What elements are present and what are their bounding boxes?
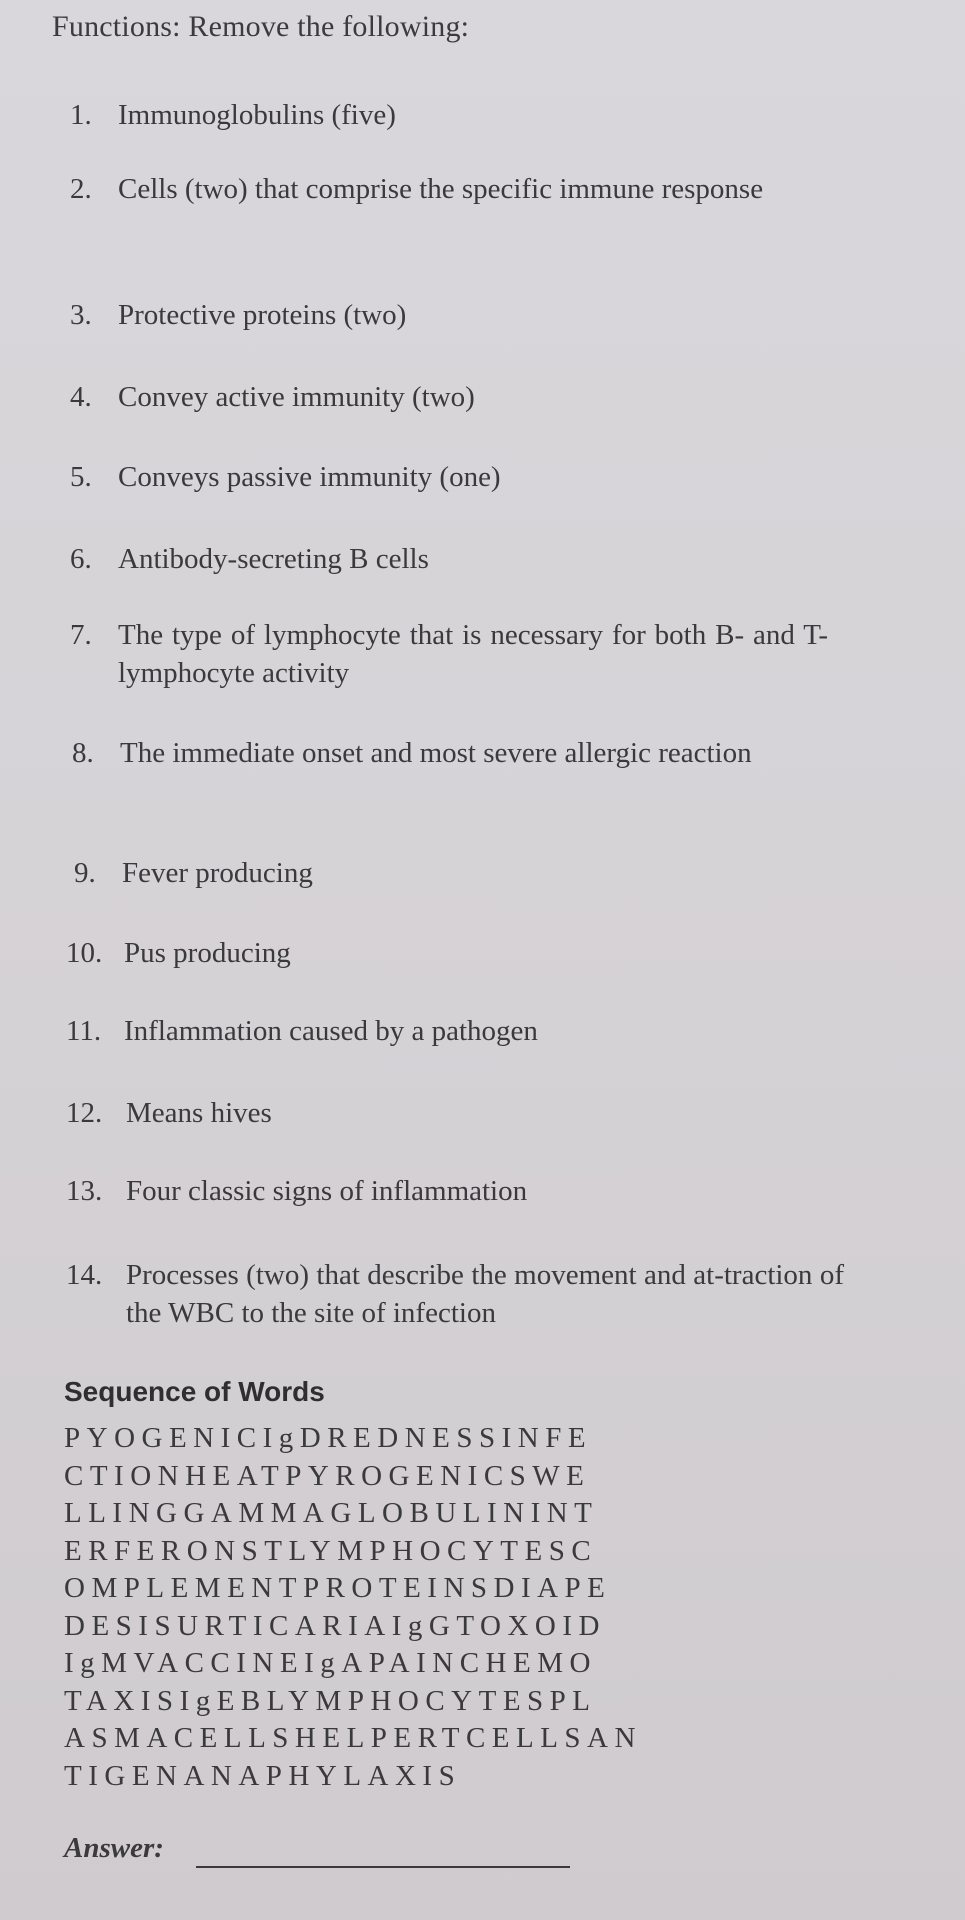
question-number: 5. <box>70 461 92 493</box>
sequence-line: IgMVACCINEIgAPAINCHEMO <box>64 1647 597 1679</box>
question-text: Fever producing <box>122 857 313 889</box>
question-number: 3. <box>70 299 92 331</box>
question-text: Pus producing <box>124 937 291 969</box>
question-text: Protective proteins (two) <box>118 299 407 331</box>
question-item <box>70 170 828 208</box>
sequence-line: TAXISIgEBLYMPHOCYTESPL <box>64 1684 597 1717</box>
question-number: 11. <box>66 1015 102 1047</box>
question-item <box>70 616 828 692</box>
question-item <box>70 378 475 416</box>
sequence-line: TIGENANAPHYLAXIS <box>64 1759 462 1792</box>
question-number: 13. <box>66 1175 103 1207</box>
question-text: Four classic signs of inflammation <box>126 1175 528 1207</box>
sequence-line: CTIONHEATPYROGENICSWE <box>64 1459 591 1492</box>
worksheet-heading: Functions: Remove the following: <box>52 10 470 43</box>
question-text: The type of lymphocyte that is necessary for both B- and T-lymphocyte activity <box>118 619 828 689</box>
answer-blank[interactable] <box>196 1866 570 1868</box>
question-number: 12. <box>66 1097 103 1129</box>
question-text: Processes (two) that describe the movement and at-traction of the WBC to the site of infection <box>126 1259 844 1329</box>
question-text: The immediate onset and most severe allergic reaction <box>120 737 752 769</box>
question-number: 14. <box>66 1259 103 1291</box>
question-text: Immunoglobulins (five) <box>118 99 396 131</box>
sequence-title: Sequence of Words <box>64 1376 325 1407</box>
question-number: 6. <box>70 543 92 575</box>
question-text: Means hives <box>126 1097 272 1129</box>
question-number: 2. <box>70 173 92 205</box>
question-item <box>70 540 429 578</box>
question-text: Conveys passive immunity (one) <box>118 461 501 493</box>
question-number: 7. <box>70 619 92 651</box>
question-text: Cells (two) that comprise the specific immune response <box>118 173 764 205</box>
question-item <box>70 296 406 334</box>
question-item <box>66 934 291 972</box>
question-number: 9. <box>74 857 96 889</box>
question-number: 10. <box>66 937 103 969</box>
question-text: Convey active immunity (two) <box>118 381 475 413</box>
sequence-line: ASMACELLSHELPERTCELLSAN <box>64 1722 642 1754</box>
sequence-line: PYOGENICIgDREDNESSINFE <box>64 1422 593 1454</box>
question-item <box>66 1256 844 1332</box>
sequence-line: OMPLEMENTPROTEINSDIAPE <box>64 1572 612 1604</box>
sequence-line: DESISURTICARIAIgGTOXOID <box>64 1609 606 1642</box>
question-number: 8. <box>72 737 94 769</box>
sequence-line: ERFERONSTLYMPHOCYTESC <box>64 1534 598 1567</box>
question-text: Antibody-secreting B cells <box>118 543 429 575</box>
word-sequence <box>64 1420 864 1795</box>
question-item <box>74 854 313 892</box>
question-item <box>66 1094 272 1132</box>
question-number: 4. <box>70 381 92 413</box>
question-item <box>70 96 396 134</box>
question-number: 1. <box>70 99 92 131</box>
question-item <box>70 458 501 496</box>
question-item <box>66 1172 527 1210</box>
answer-label: Answer: <box>64 1832 164 1864</box>
question-item <box>72 734 830 772</box>
question-text: Inflammation caused by a pathogen <box>124 1015 538 1047</box>
question-item <box>66 1012 538 1050</box>
sequence-line: LLINGGAMMAGLOBULININT <box>64 1497 599 1529</box>
